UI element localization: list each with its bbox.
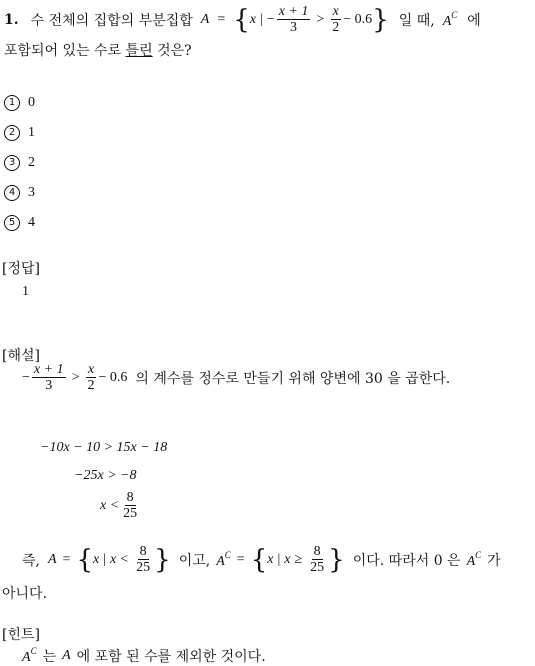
question-line-1 xyxy=(4,4,481,35)
fraction-x-plus-1-over-3: $\frac{x + 1}{3}$ xyxy=(33,362,64,393)
question-line-2a: 포함되어 있는 수로 xyxy=(4,43,122,59)
choice-1[interactable] xyxy=(4,95,35,111)
minus-0-6: − 0.6 xyxy=(343,11,373,27)
conclusion-line-1: 즉, A = { x | x < $\frac{8}{25}$ } 이고, $A^C$ = { x | x ≥ $\frac{8}{25}$ } 이다. 따라서 0 은 $A^C$ 가 xyxy=(22,544,501,575)
fraction-x-plus-1-over-3: $\frac{x + 1}{3}$ xyxy=(278,4,309,35)
circled-number-2: 2 xyxy=(4,125,20,141)
set-a: A xyxy=(200,11,210,27)
circled-number-4: 4 xyxy=(4,185,20,201)
equation-1: −10x − 10 > 15x − 18 xyxy=(40,440,168,455)
question-line-2b: 것은? xyxy=(157,43,192,59)
explanation-line-1: − $\frac{x + 1}{3}$ > $\frac{x}{2}$ − 0.6 의 계수를 정수로 만들기 위해 양변에 30 을 곱한다. xyxy=(22,362,451,393)
conclusion-line-2: 아니다. xyxy=(2,586,48,602)
choice-5[interactable] xyxy=(4,215,35,231)
right-brace: } xyxy=(372,4,389,35)
underlined-word: 틀린 xyxy=(125,43,153,59)
equation-3: x < $\frac{8}{25}$ xyxy=(100,490,138,521)
hint-label: [힌트] xyxy=(2,627,40,643)
fraction-x-over-2: $\frac{x}{2}$ xyxy=(332,4,340,35)
var-x: x xyxy=(249,11,256,27)
equation-2: −25x > −8 xyxy=(74,468,137,483)
circled-number-3: 3 xyxy=(4,155,20,171)
left-brace: { xyxy=(233,4,250,35)
choice-value: 4 xyxy=(28,215,35,230)
question-line-2 xyxy=(4,40,192,60)
hint-text: $A^C$ 는 A 에 포함 된 수를 제외한 것이다. xyxy=(22,646,266,665)
circled-number-5: 5 xyxy=(4,215,20,231)
choice-3[interactable] xyxy=(4,155,35,171)
explanation-text: 의 계수를 정수로 만들기 위해 양변에 30 을 곱한다. xyxy=(135,370,451,387)
question-number: 1. xyxy=(4,11,19,28)
answer-value: 1 xyxy=(22,284,29,299)
explanation-label: [해설] xyxy=(2,348,40,364)
equals-sign: = xyxy=(217,11,226,27)
circled-number-1: 1 xyxy=(4,95,20,111)
greater-than: > xyxy=(316,11,325,27)
answer-label: [정답] xyxy=(2,261,40,277)
such-that: | xyxy=(259,11,263,27)
choice-4[interactable] xyxy=(4,185,35,201)
choice-value: 0 xyxy=(28,95,35,110)
choice-value: 2 xyxy=(28,155,35,170)
choice-2[interactable] xyxy=(4,125,35,141)
minus-sign: − xyxy=(266,11,275,27)
question-text: 수 전체의 집합의 부분집합 xyxy=(30,12,193,29)
fraction-x-over-2: $\frac{x}{2}$ xyxy=(87,362,95,393)
choice-value: 1 xyxy=(28,125,35,140)
question-in: 에 xyxy=(467,12,481,29)
choice-value: 3 xyxy=(28,185,35,200)
complement-a: $A^C$ xyxy=(442,9,458,29)
question-when: 일 때, xyxy=(398,12,435,29)
